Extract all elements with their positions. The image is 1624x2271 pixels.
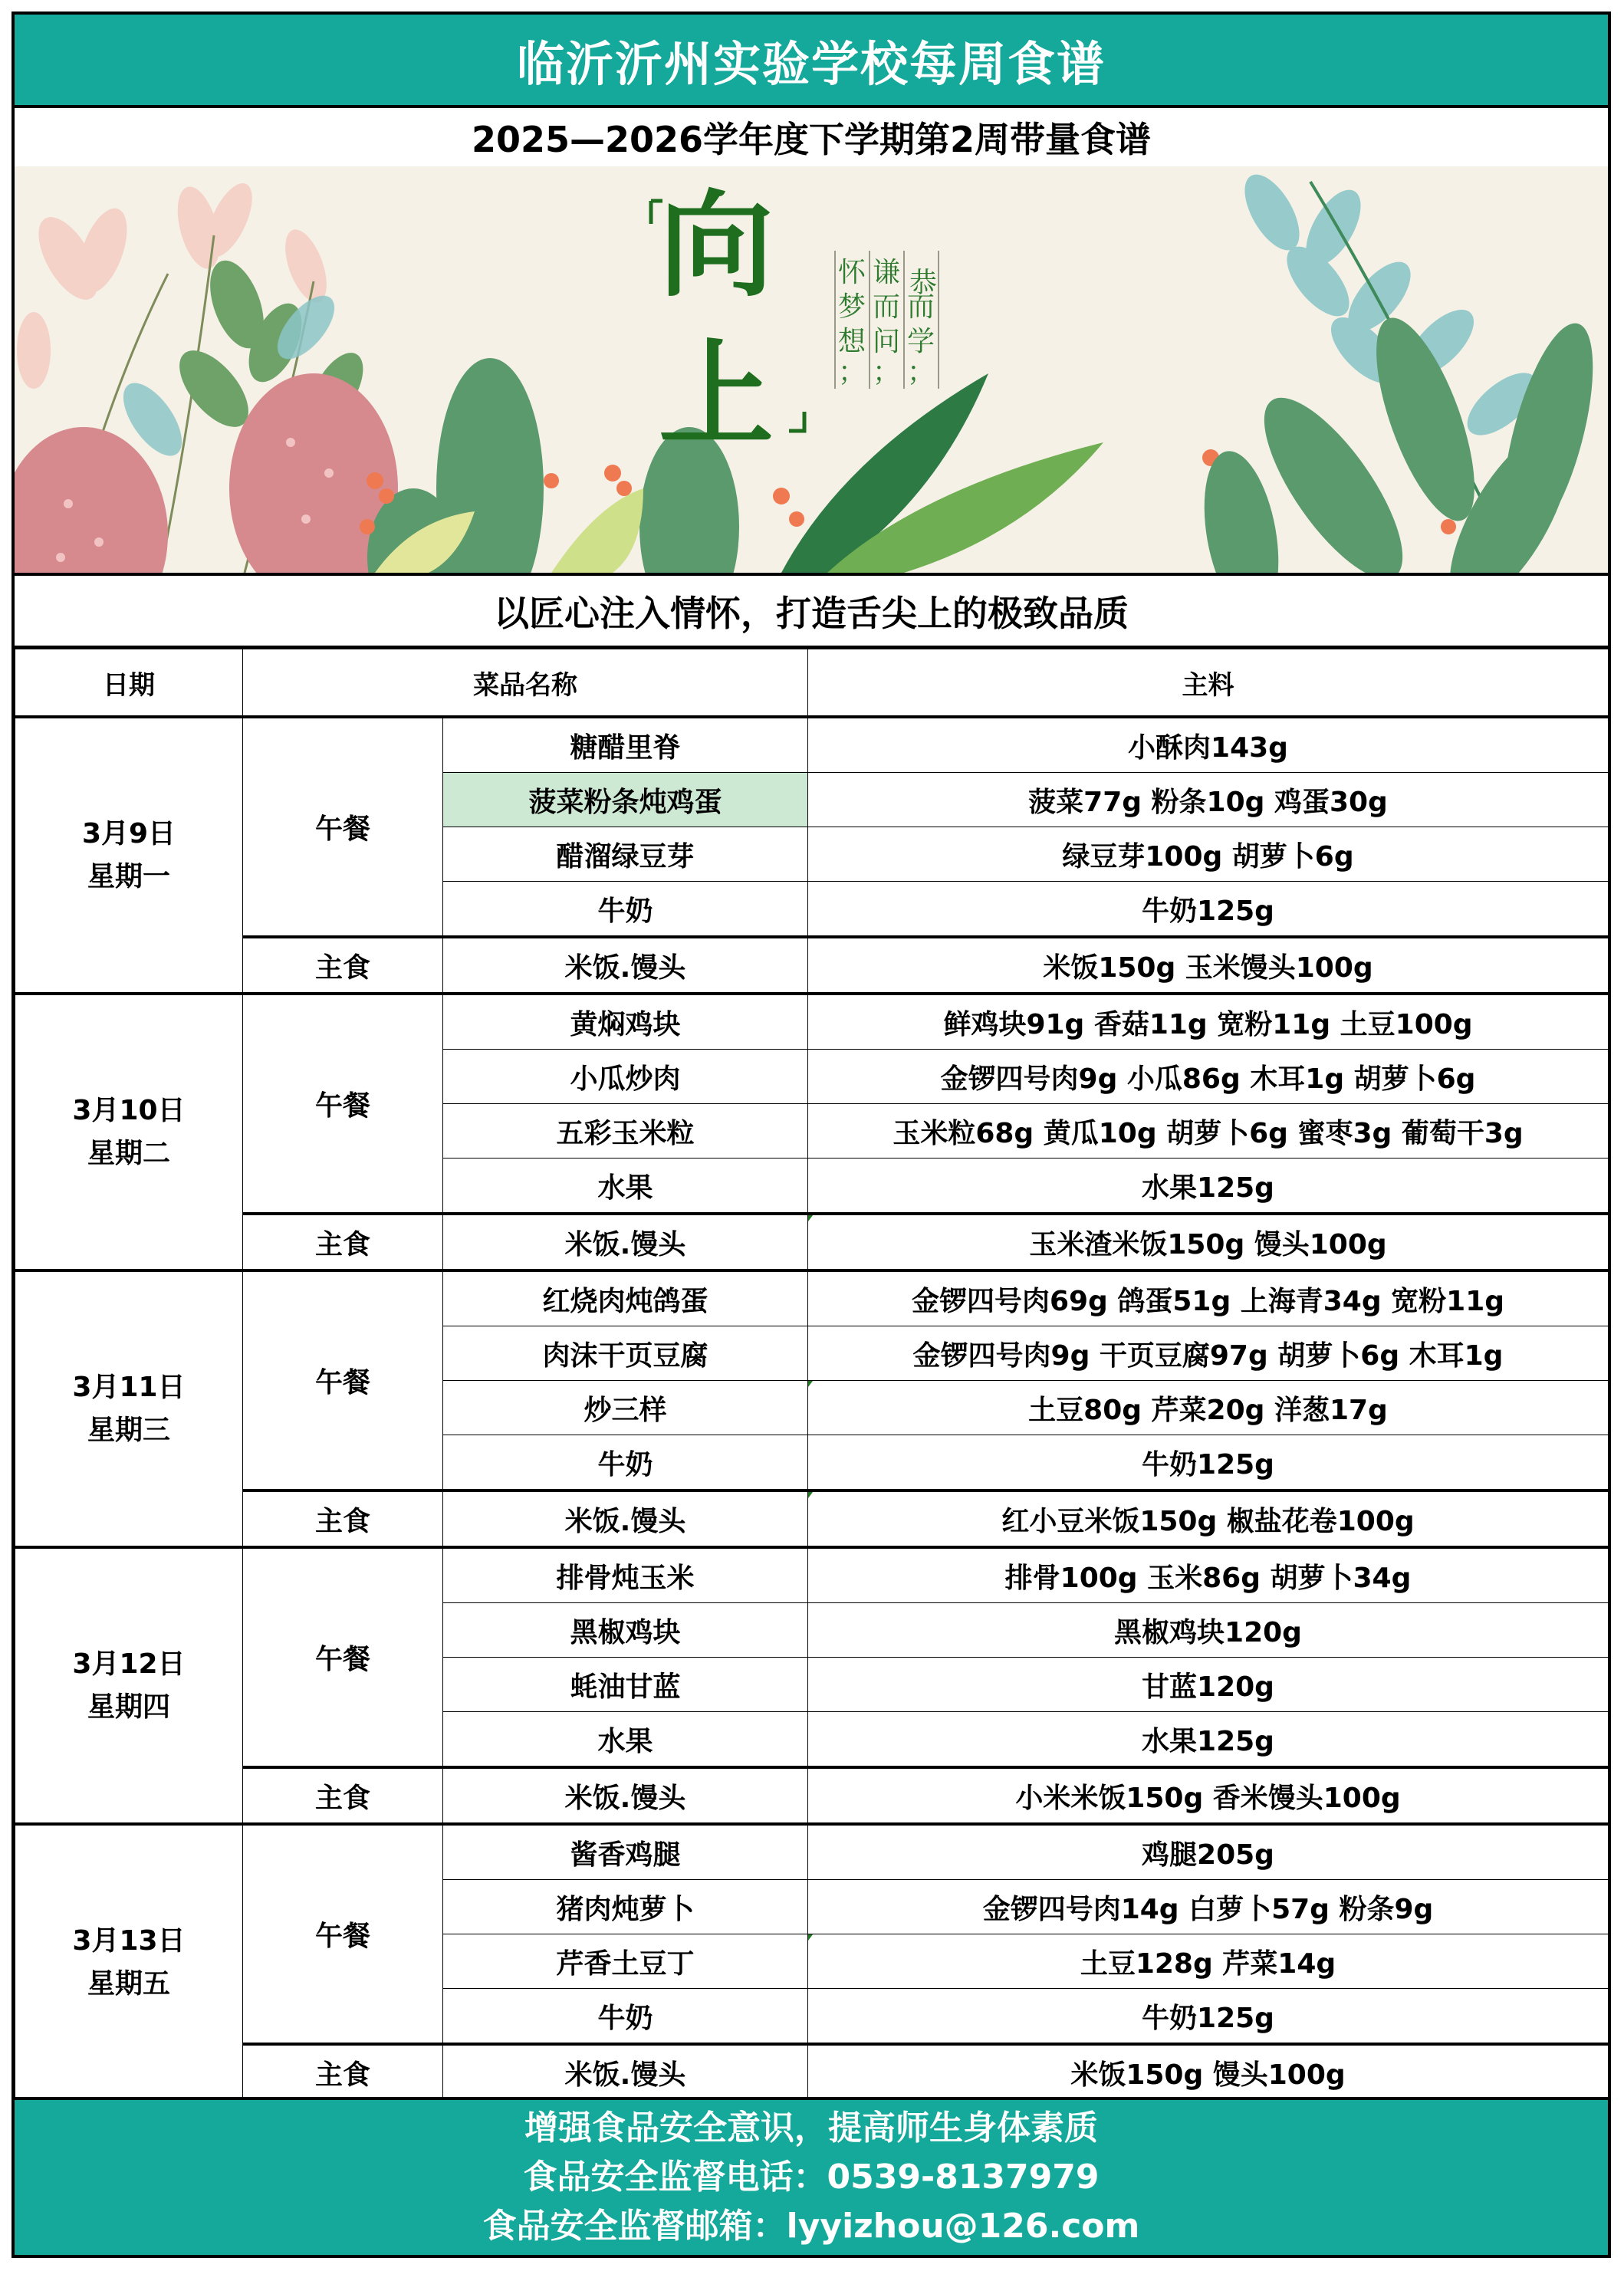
svg-text:梦: 梦	[837, 291, 866, 323]
ingredients: 绿豆芽100g 胡萝卜6g	[808, 827, 1609, 882]
meal-type-lunch: 午餐	[243, 994, 443, 1214]
ingredients: 金锣四号肉14g 白萝卜57g 粉条9g	[808, 1880, 1609, 1934]
ingredients: 甘蓝120g	[808, 1658, 1609, 1712]
dish-name: 糖醋里脊	[443, 717, 808, 773]
dish-name: 小瓜炒肉	[443, 1050, 808, 1104]
date-cell	[15, 1824, 243, 2100]
footer-email: 食品安全监督邮箱：lyyizhou@126.com	[482, 2207, 1140, 2246]
ingredients: 玉米粒68g 黄瓜10g 胡萝卜6g 蜜枣3g 葡萄干3g	[808, 1104, 1609, 1159]
slogan-text: 以匠心注入情怀，打造舌尖上的极致品质	[494, 592, 1129, 634]
ingredients: 排骨100g 玉米86g 胡萝卜34g	[808, 1547, 1609, 1603]
svg-text:而: 而	[872, 291, 901, 323]
slogan-row	[15, 576, 1608, 649]
dish-name: 米饭.馒头	[443, 1214, 808, 1270]
dish-name: 红烧肉炖鸽蛋	[443, 1270, 808, 1326]
date-label: 3月10日	[72, 1094, 186, 1126]
dish-name: 猪肉炖萝卜	[443, 1880, 808, 1934]
dish-row	[15, 994, 1609, 1050]
dish-name: 水果	[443, 1159, 808, 1214]
date-cell	[15, 1270, 243, 1547]
dish-name: 菠菜粉条炖鸡蛋	[443, 773, 808, 827]
footer-phone: 食品安全监督电话：0539-8137979	[523, 2158, 1100, 2197]
svg-text:问: 问	[872, 326, 901, 357]
ingredients: 菠菜77g 粉条10g 鸡蛋30g	[808, 773, 1609, 827]
ingredients: 米饭150g 玉米馒头100g	[808, 937, 1609, 994]
ingredients: 黑椒鸡块120g	[808, 1603, 1609, 1658]
svg-text:学: 学	[906, 326, 935, 357]
staple-row	[15, 2044, 1609, 2100]
meal-type-staple: 主食	[243, 2044, 443, 2100]
meal-type-lunch: 午餐	[243, 1824, 443, 2044]
dish-name: 牛奶	[443, 1435, 808, 1491]
dish-name: 米饭.馒头	[443, 1767, 808, 1824]
meal-type-lunch: 午餐	[243, 1547, 443, 1767]
date-label: 3月12日	[72, 1648, 186, 1680]
dish-row	[15, 1824, 1609, 1880]
page-subtitle: 2025—2026学年度下学期第2周带量食谱	[471, 119, 1152, 160]
title-band	[15, 15, 1608, 108]
plants-illustration-icon	[15, 166, 1608, 573]
dish-name: 酱香鸡腿	[443, 1824, 808, 1880]
ingredients: 红小豆米饭150g 椒盐花卷100g	[808, 1490, 1609, 1547]
ingredients: 玉米渣米饭150g 馒头100g	[808, 1214, 1609, 1270]
column-header-ingredients: 主料	[808, 649, 1609, 718]
ingredients: 土豆128g 芹菜14g	[808, 1934, 1609, 1989]
ingredients: 水果125g	[808, 1159, 1609, 1214]
column-header-date: 日期	[15, 649, 243, 718]
weekday-label: 星期四	[87, 1691, 170, 1723]
staple-row	[15, 1214, 1609, 1270]
svg-text:怀: 怀	[837, 257, 866, 288]
meal-type-lunch: 午餐	[243, 717, 443, 937]
ingredients: 金锣四号肉9g 干页豆腐97g 胡萝卜6g 木耳1g	[808, 1326, 1609, 1381]
weekday-label: 星期一	[87, 860, 170, 892]
meal-type-staple: 主食	[243, 937, 443, 994]
dish-name: 醋溜绿豆芽	[443, 827, 808, 882]
svg-text:谦: 谦	[872, 257, 901, 288]
ingredients: 金锣四号肉9g 小瓜86g 木耳1g 胡萝卜6g	[808, 1050, 1609, 1104]
dish-name: 米饭.馒头	[443, 1490, 808, 1547]
meal-type-lunch: 午餐	[243, 1270, 443, 1490]
dish-name: 米饭.馒头	[443, 2044, 808, 2100]
staple-row	[15, 937, 1609, 994]
date-cell	[15, 717, 243, 994]
weekday-label: 星期二	[87, 1137, 170, 1169]
weekday-label: 星期五	[87, 1967, 170, 2000]
ingredients: 牛奶125g	[808, 882, 1609, 938]
svg-text:；: ；	[872, 357, 901, 388]
ingredients: 小米米饭150g 香米馒头100g	[808, 1767, 1609, 1824]
dish-name: 炒三样	[443, 1381, 808, 1435]
dish-name: 蚝油甘蓝	[443, 1658, 808, 1712]
dish-row	[15, 1270, 1609, 1326]
ingredients: 水果125g	[808, 1712, 1609, 1768]
subtitle-row	[15, 108, 1608, 166]
dish-name: 芹香土豆丁	[443, 1934, 808, 1989]
page-title: 临沂沂州实验学校每周食谱	[516, 35, 1106, 92]
date-cell	[15, 994, 243, 1270]
staple-row	[15, 1490, 1609, 1547]
dish-name: 水果	[443, 1712, 808, 1768]
svg-text:而: 而	[906, 291, 935, 323]
ingredients: 金锣四号肉69g 鸽蛋51g 上海青34g 宽粉11g	[808, 1270, 1609, 1326]
dish-name: 黑椒鸡块	[443, 1603, 808, 1658]
banner-illustration	[15, 166, 1608, 576]
menu-sheet	[12, 12, 1611, 2258]
svg-text:恭: 恭	[905, 268, 937, 295]
date-label: 3月9日	[81, 817, 176, 850]
table-header-row	[15, 649, 1609, 718]
column-header-dish: 菜品名称	[243, 649, 808, 718]
ingredients: 牛奶125g	[808, 1989, 1609, 2045]
date-label: 3月13日	[72, 1924, 186, 1957]
date-cell	[15, 1547, 243, 1824]
dish-name: 黄焖鸡块	[443, 994, 808, 1050]
ingredients: 鲜鸡块91g 香菇11g 宽粉11g 土豆100g	[808, 994, 1609, 1050]
svg-text:上: 上	[659, 329, 774, 462]
dish-name: 肉沫干页豆腐	[443, 1326, 808, 1381]
svg-text:；: ；	[837, 357, 866, 388]
weekday-label: 星期三	[87, 1414, 170, 1446]
footer-band	[15, 2097, 1608, 2255]
dish-name: 排骨炖玉米	[443, 1547, 808, 1603]
dish-name: 五彩玉米粒	[443, 1104, 808, 1159]
dish-row	[15, 1547, 1609, 1603]
footer-safety-slogan: 增强食品安全意识，提高师生身体素质	[524, 2108, 1098, 2148]
dish-name: 牛奶	[443, 1989, 808, 2045]
meal-type-staple: 主食	[243, 1214, 443, 1270]
ingredients: 土豆80g 芹菜20g 洋葱17g	[808, 1381, 1609, 1435]
ingredients: 小酥肉143g	[808, 717, 1609, 773]
meal-type-staple: 主食	[243, 1767, 443, 1824]
dish-name: 米饭.馒头	[443, 937, 808, 994]
svg-text:；: ；	[906, 357, 935, 388]
staple-row	[15, 1767, 1609, 1824]
ingredients: 米饭150g 馒头100g	[808, 2044, 1609, 2100]
svg-text:想: 想	[837, 326, 866, 357]
menu-table	[15, 649, 1609, 2100]
dish-row	[15, 717, 1609, 773]
meal-type-staple: 主食	[243, 1490, 443, 1547]
ingredients: 牛奶125g	[808, 1435, 1609, 1491]
svg-text:向: 向	[659, 179, 774, 313]
dish-name: 牛奶	[443, 882, 808, 938]
menu-body	[15, 717, 1609, 2100]
date-label: 3月11日	[72, 1371, 186, 1403]
ingredients: 鸡腿205g	[808, 1824, 1609, 1880]
